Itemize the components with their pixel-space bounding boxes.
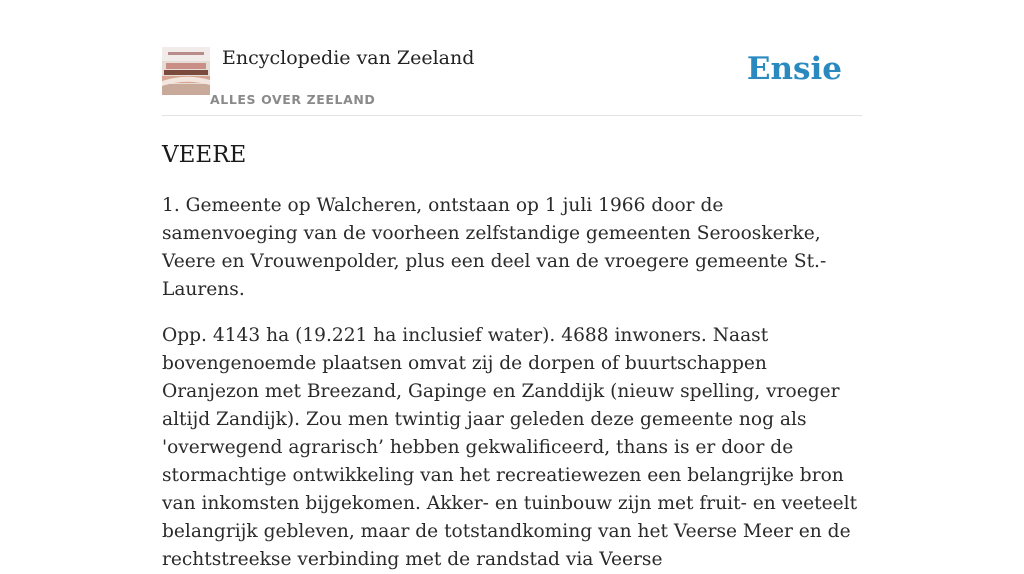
encyclopedia-avatar-icon[interactable] xyxy=(162,47,210,95)
article-title: VEERE xyxy=(162,142,247,168)
page-container xyxy=(162,0,862,574)
page-header xyxy=(162,0,862,116)
site-subtitle: ALLES OVER ZEELAND xyxy=(210,92,376,107)
avatar-image xyxy=(162,47,210,95)
article-paragraph: Opp. 4143 ha (19.221 ha inclusief water). 4688 inwoners. Naast bovengenoemde plaatsen omvat zij de dorpen of buurtschappen Oranjezon met Breezand, Gapinge en Zanddijk (nieuw spelling, vroeger altijd Zandijk). Zou men twintig jaar geleden deze gemeente nog als 'overwegend agrarisch’ hebben gekwalificeerd, thans is er door de stormachtige ontwikkeling van het recreatiewezen een belangrijke bron van inkomsten bijgekomen. Akker- en tuinbouw zijn met fruit- en veeteelt belangrijk gebleven, maar de totstandkoming van het Veerse Meer en de rechtstreekse verbinding met de randstad via Veerse xyxy=(162,325,858,570)
ensie-logo-link[interactable]: Ensie xyxy=(746,51,842,87)
site-title[interactable]: Encyclopedie van Zeeland xyxy=(222,47,475,69)
article-paragraph: 1. Gemeente op Walcheren, ontstaan op 1 juli 1966 door de samenvoeging van de voorheen zelfstandige gemeenten Serooskerke, Veere en Vrouwenpolder, plus een deel van de vroegere gemeente St.-Laurens. xyxy=(162,195,827,300)
